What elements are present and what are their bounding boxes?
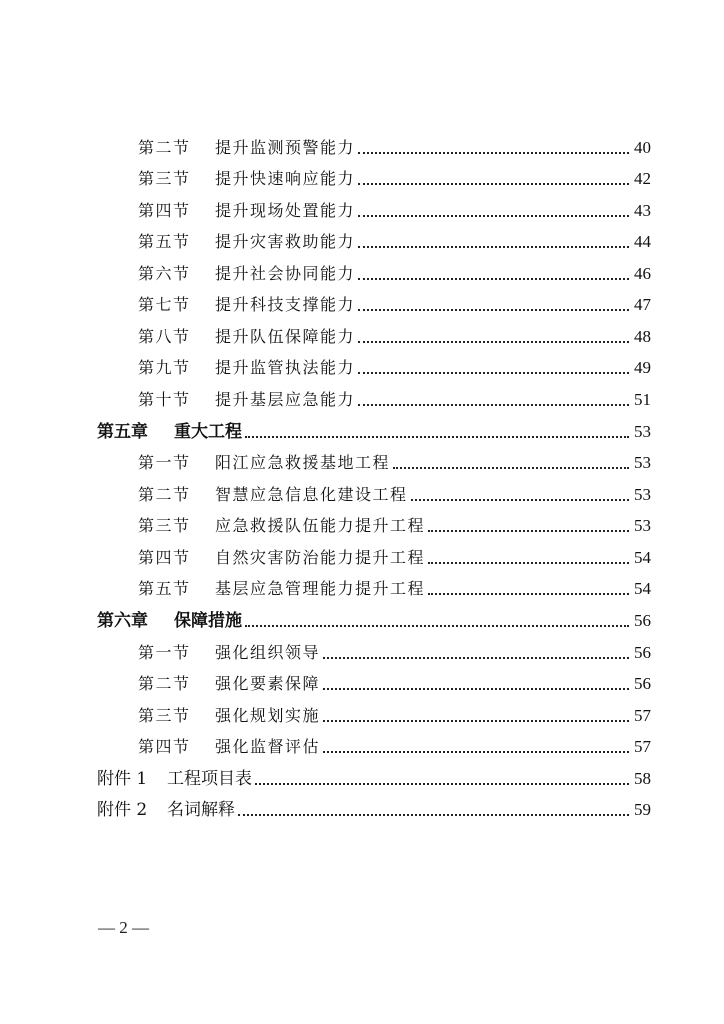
toc-entry-number: 第八节 — [138, 327, 191, 346]
toc-entry[interactable] — [138, 165, 651, 189]
toc-chapter-number: 第五章 — [97, 422, 148, 442]
toc-entry-title: 应急救援队伍能力提升工程 — [215, 516, 426, 535]
toc-entry-page: 43 — [634, 201, 651, 220]
toc-chapter-title: 重大工程 — [174, 422, 242, 442]
dot-leader — [358, 152, 629, 154]
toc-entry-title: 强化组织领导 — [215, 643, 321, 662]
toc-annex-page: 58 — [634, 769, 651, 788]
toc-entry-number: 第一节 — [138, 453, 191, 472]
toc-entry-page: 56 — [634, 643, 651, 662]
toc-entry-page: 56 — [634, 674, 651, 693]
toc-entry-number: 第十节 — [138, 390, 191, 409]
dot-leader — [358, 309, 629, 311]
toc-entry[interactable] — [138, 670, 651, 694]
toc-annex-number: 附件 2 — [97, 800, 148, 820]
toc-entry[interactable] — [138, 386, 651, 410]
toc-entry[interactable] — [138, 260, 651, 284]
toc-entry-page: 49 — [634, 358, 651, 377]
toc-entry-page: 48 — [634, 327, 651, 346]
dot-leader — [428, 530, 629, 532]
toc-entry-number: 第二节 — [138, 138, 191, 157]
dot-leader — [323, 688, 629, 690]
toc-entry-page: 44 — [634, 232, 651, 251]
toc-annex[interactable] — [97, 765, 651, 789]
toc-annex[interactable] — [97, 796, 651, 820]
dot-leader — [245, 625, 629, 627]
toc-chapter-page: 53 — [634, 422, 651, 441]
dot-leader — [358, 278, 629, 280]
dot-leader — [358, 183, 629, 185]
toc-entry-number: 第九节 — [138, 358, 191, 377]
toc-entry[interactable] — [138, 228, 651, 252]
toc-entry-number: 第三节 — [138, 516, 191, 535]
toc-entry-page: 53 — [634, 485, 651, 504]
toc-entry-number: 第一节 — [138, 643, 191, 662]
dot-leader — [428, 562, 629, 564]
toc-entry-page: 53 — [634, 453, 651, 472]
dot-leader — [358, 341, 629, 343]
toc-entry-page: 57 — [634, 706, 651, 725]
dot-leader — [393, 467, 629, 469]
toc-chapter-title: 保障措施 — [174, 611, 242, 631]
dot-leader — [323, 720, 629, 722]
toc-annex-title: 工程项目表 — [167, 769, 252, 789]
toc-annex-page: 59 — [634, 800, 651, 819]
dot-leader — [358, 372, 629, 374]
dot-leader — [358, 246, 629, 248]
dot-leader — [411, 499, 629, 501]
toc-entry[interactable] — [138, 512, 651, 536]
toc-chapter-number: 第六章 — [97, 611, 148, 631]
toc-entry-number: 第七节 — [138, 295, 191, 314]
toc-entry[interactable] — [138, 481, 651, 505]
toc-entry-title: 提升科技支撑能力 — [215, 295, 356, 314]
toc-entry-number: 第四节 — [138, 548, 191, 567]
toc-entry-page: 47 — [634, 295, 651, 314]
dot-leader — [358, 404, 629, 406]
toc-entry-page: 46 — [634, 264, 651, 283]
toc-entry-title: 自然灾害防治能力提升工程 — [215, 548, 426, 567]
toc-entry-title: 强化监督评估 — [215, 737, 321, 756]
toc-entry[interactable] — [138, 733, 651, 757]
toc-entry-number: 第三节 — [138, 706, 191, 725]
toc-entry-title: 提升基层应急能力 — [215, 390, 356, 409]
toc-entry-number: 第四节 — [138, 201, 191, 220]
toc-entry-number: 第二节 — [138, 674, 191, 693]
toc-entry-number: 第五节 — [138, 232, 191, 251]
toc-entry-title: 强化规划实施 — [215, 706, 321, 725]
toc-entry[interactable] — [138, 323, 651, 347]
toc-entry-title: 智慧应急信息化建设工程 — [215, 485, 408, 504]
toc-entry[interactable] — [138, 134, 651, 158]
toc-entry-title: 提升队伍保障能力 — [215, 327, 356, 346]
dot-leader — [245, 436, 629, 438]
dot-leader — [323, 657, 629, 659]
toc-entry-title: 提升现场处置能力 — [215, 201, 356, 220]
toc-annex-title: 名词解释 — [167, 800, 235, 820]
dot-leader — [323, 751, 629, 753]
toc-entry-page: 40 — [634, 138, 651, 157]
toc-entry-title: 基层应急管理能力提升工程 — [215, 579, 426, 598]
toc-entry-page: 53 — [634, 516, 651, 535]
dot-leader — [238, 814, 629, 816]
dot-leader — [255, 783, 629, 785]
toc-entry-page: 54 — [634, 579, 651, 598]
toc-chapter-page: 56 — [634, 611, 651, 630]
toc-entry-number: 第四节 — [138, 737, 191, 756]
toc-entry[interactable] — [138, 197, 651, 221]
toc-entry-number: 第五节 — [138, 579, 191, 598]
toc-entry-title: 强化要素保障 — [215, 674, 321, 693]
toc-entry[interactable] — [138, 639, 651, 663]
toc-entry-page: 54 — [634, 548, 651, 567]
toc-entry-title: 提升快速响应能力 — [215, 169, 356, 188]
toc-entry-title: 提升监管执法能力 — [215, 358, 356, 377]
toc-entry-number: 第二节 — [138, 485, 191, 504]
toc-entry[interactable] — [138, 702, 651, 726]
toc-entry[interactable] — [138, 449, 651, 473]
toc-entry-page: 51 — [634, 390, 651, 409]
toc-entry[interactable] — [138, 544, 651, 568]
dot-leader — [428, 593, 629, 595]
toc-entry[interactable] — [138, 575, 651, 599]
toc-entry-page: 42 — [634, 169, 651, 188]
toc-entry-title: 提升监测预警能力 — [215, 138, 356, 157]
toc-entry[interactable] — [138, 354, 651, 378]
toc-entry-title: 阳江应急救援基地工程 — [215, 453, 391, 472]
toc-entry[interactable] — [138, 291, 651, 315]
toc-entry-number: 第三节 — [138, 169, 191, 188]
toc-entry-number: 第六节 — [138, 264, 191, 283]
dot-leader — [358, 215, 629, 217]
toc-annex-number: 附件 1 — [97, 769, 148, 789]
toc-entry-title: 提升社会协同能力 — [215, 264, 356, 283]
toc-chapter[interactable] — [97, 607, 651, 631]
page-number: — 2 — — [98, 918, 149, 937]
toc-chapter[interactable] — [97, 418, 651, 442]
toc-entry-title: 提升灾害救助能力 — [215, 232, 356, 251]
toc-entry-page: 57 — [634, 737, 651, 756]
